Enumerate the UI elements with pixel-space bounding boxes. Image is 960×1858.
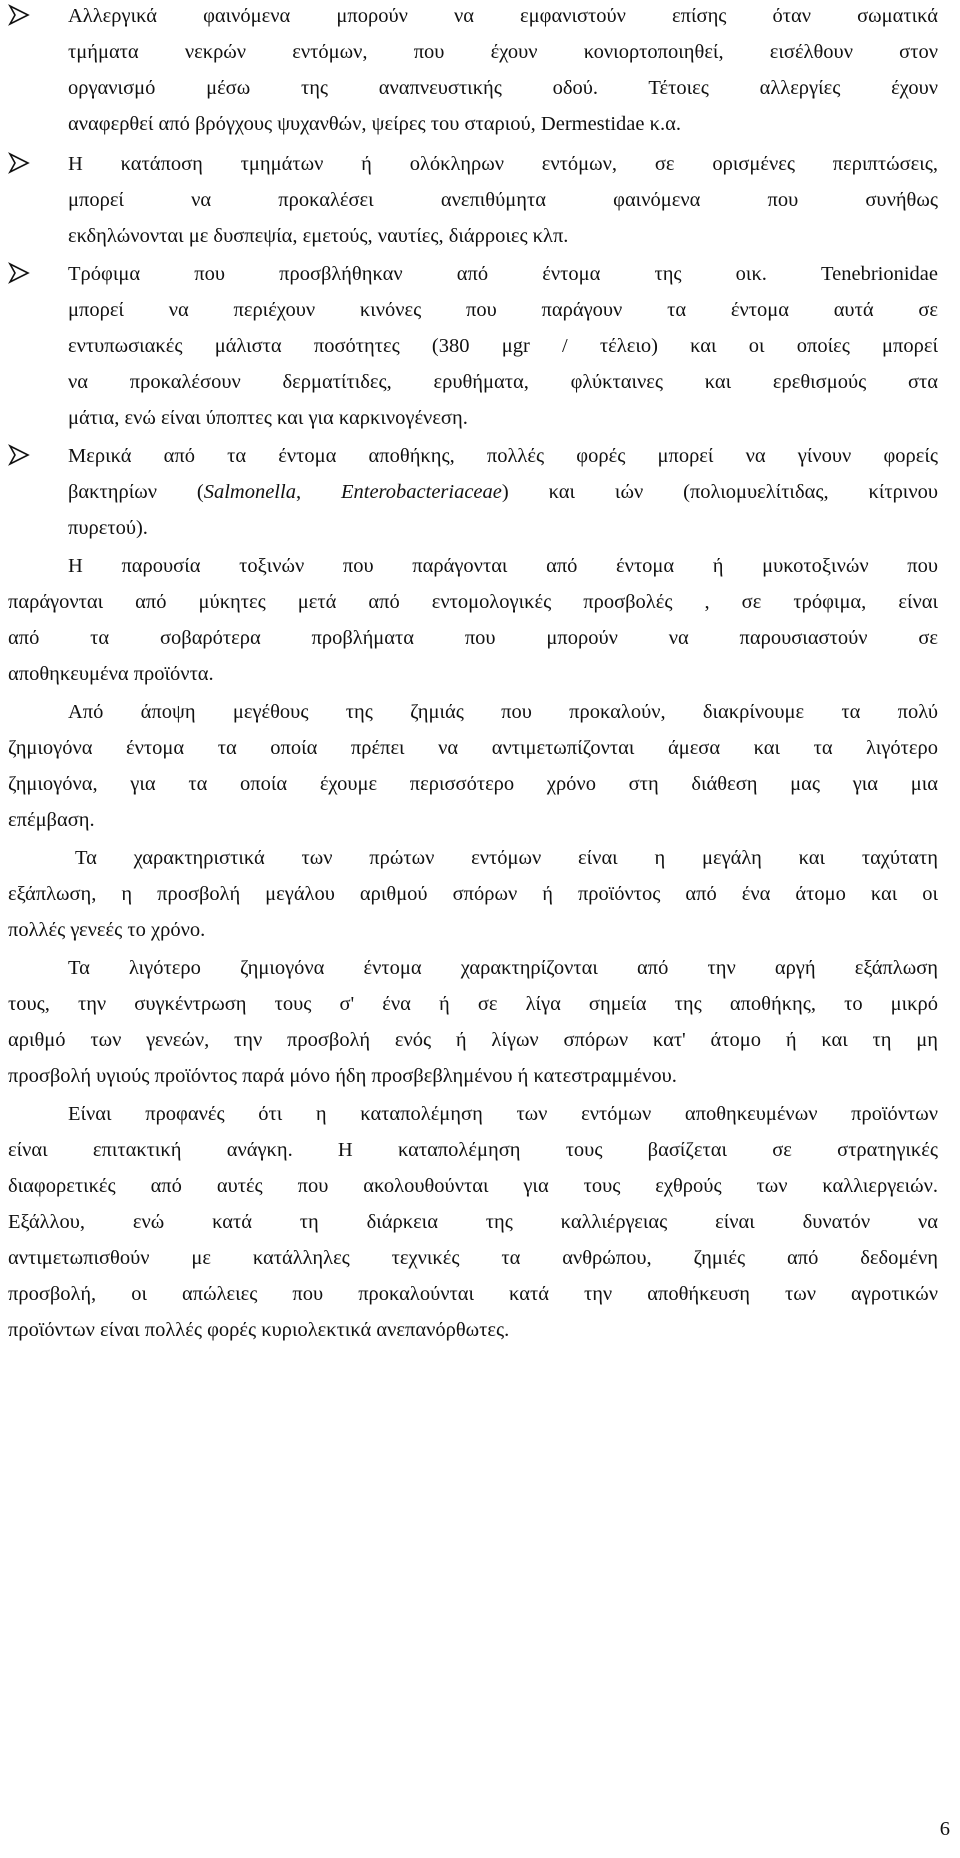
paragraph-5-line-6: προσβολή, οι απώλειες που προκαλούνται κατά την αποθήκευση των αγροτικών xyxy=(8,1283,938,1305)
bullet-2-line-3: εκδηλώνονται με δυσπεψία, εμετούς, ναυτίες, διάρροιες κλπ. xyxy=(68,225,569,247)
arrow-bullet-icon xyxy=(8,4,30,26)
bullet-4-text: , xyxy=(295,481,341,503)
bullet-4-text: βακτηρίων ( xyxy=(68,481,204,503)
bullet-4-line-1: Μερικά από τα έντομα αποθήκης, πολλές φορές μπορεί να γίνουν φορείς xyxy=(68,445,938,467)
bullet-1-line-2: τμήματα νεκρών εντόμων, που έχουν κονιορτοποιηθεί, εισέλθουν στον xyxy=(68,41,938,63)
arrow-bullet-icon xyxy=(8,152,30,174)
paragraph-3-line-3: πολλές γενεές το χρόνο. xyxy=(8,919,206,941)
paragraph-5-line-4: Εξάλλου, ενώ κατά τη διάρκεια της καλλιέργειας είναι δυνατόν να xyxy=(8,1211,938,1233)
bullet-2-line-2: μπορεί να προκαλέσει ανεπιθύμητα φαινόμενα που συνήθως xyxy=(68,189,938,211)
paragraph-1-line-4: αποθηκευμένα προϊόντα. xyxy=(8,663,214,685)
paragraph-4-line-4: προσβολή υγιούς προϊόντος παρά μόνο ήδη προσβεβλημένου ή κατεστραμμένου. xyxy=(8,1065,677,1087)
bullet-3-line-1: Τρόφιμα που προσβλήθηκαν από έντομα της οικ. Tenebrionidae xyxy=(68,263,938,285)
paragraph-1-line-2: παράγονται από μύκητες μετά από εντομολογικές προσβολές , σε τρόφιμα, είναι xyxy=(8,591,938,613)
paragraph-3-line-2: εξάπλωση, η προσβολή μεγάλου αριθμού σπόρων ή προϊόντος από ένα άτομο και οι xyxy=(8,883,938,905)
paragraph-4-line-1: Τα λιγότερο ζημιογόνα έντομα χαρακτηρίζονται από την αργή εξάπλωση xyxy=(68,957,938,979)
paragraph-1-line-1: Η παρουσία τοξινών που παράγονται από έντομα ή μυκοτοξινών που xyxy=(68,555,938,577)
paragraph-1-line-3: από τα σοβαρότερα προβλήματα που μπορούν να παρουσιαστούν σε xyxy=(8,627,938,649)
paragraph-5-line-7: προϊόντων είναι πολλές φορές κυριολεκτικά ανεπανόρθωτες. xyxy=(8,1319,510,1341)
bullet-2-line-1: Η κατάποση τμημάτων ή ολόκληρων εντόμων, σε ορισμένες περιπτώσεις, xyxy=(68,153,938,175)
paragraph-4-line-2: τους, την συγκέντρωση τους σ' ένα ή σε λίγα σημεία της αποθήκης, το μικρό xyxy=(8,993,938,1015)
bullet-4-line-2 xyxy=(68,478,938,506)
bullet-3-line-3: εντυπωσιακές μάλιστα ποσότητες (380 μgr / τέλειο) και οι οποίες μπορεί xyxy=(68,335,938,357)
paragraph-4-line-3: αριθμό των γενεών, την προσβολή ενός ή λίγων σπόρων κατ' άτομο ή και τη μη xyxy=(8,1029,938,1051)
bullet-1-line-1: Αλλεργικά φαινόμενα μπορούν να εμφανιστούν επίσης όταν σωματικά xyxy=(68,5,938,27)
paragraph-5-line-1: Είναι προφανές ότι η καταπολέμηση των εντόμων αποθηκευμένων προϊόντων xyxy=(68,1103,938,1125)
paragraph-2-line-2: ζημιογόνα έντομα τα οποία πρέπει να αντιμετωπίζονται άμεσα και τα λιγότερο xyxy=(8,737,938,759)
arrow-bullet-icon xyxy=(8,444,30,466)
paragraph-2-line-3: ζημιογόνα, για τα οποία έχουμε περισσότερο χρόνο στη διάθεση μας για μια xyxy=(8,773,938,795)
bullet-3-line-5: μάτια, ενώ είναι ύποπτες και για καρκινογένεση. xyxy=(68,407,468,429)
bullet-1-line-3: οργανισμό μέσω της αναπνευστικής οδού. Τέτοιες αλλεργίες έχουν xyxy=(68,77,938,99)
bullet-4-text: ) και ιών (πολιομυελίτιδας, κίτρινου xyxy=(501,481,938,503)
bullet-3-line-2: μπορεί να περιέχουν κινόνες που παράγουν τα έντομα αυτά σε xyxy=(68,299,938,321)
bullet-4-line-3: πυρετού). xyxy=(68,517,148,539)
paragraph-3-line-1: Τα χαρακτηριστικά των πρώτων εντόμων είναι η μεγάλη και ταχύτατη xyxy=(75,847,938,869)
bullet-1-line-4: αναφερθεί από βρόγχους ψυχανθών, ψείρες του σταριού, Dermestidae κ.α. xyxy=(68,113,681,135)
bullet-4-genus: Salmonella xyxy=(203,481,296,503)
paragraph-2-line-1: Από άποψη μεγέθους της ζημιάς που προκαλούν, διακρίνουμε τα πολύ xyxy=(68,701,938,723)
bullet-3-line-4: να προκαλέσουν δερματίτιδες, ερυθήματα, φλύκταινες και ερεθισμούς στα xyxy=(68,371,938,393)
bullet-4-family: Enterobacteriaceae xyxy=(340,481,502,503)
paragraph-5-line-2: είναι επιτακτική ανάγκη. Η καταπολέμηση τους βασίζεται σε στρατηγικές xyxy=(8,1139,938,1161)
page-number: 6 xyxy=(939,1818,950,1840)
paragraph-2-line-4: επέμβαση. xyxy=(8,809,95,831)
paragraph-5-line-5: αντιμετωπισθούν με κατάλληλες τεχνικές τα ανθρώπου, ζημιές από δεδομένη xyxy=(8,1247,938,1269)
paragraph-5-line-3: διαφορετικές από αυτές που ακολουθούνται για τους εχθρούς των καλλιεργειών. xyxy=(8,1175,938,1197)
arrow-bullet-icon xyxy=(8,262,30,284)
